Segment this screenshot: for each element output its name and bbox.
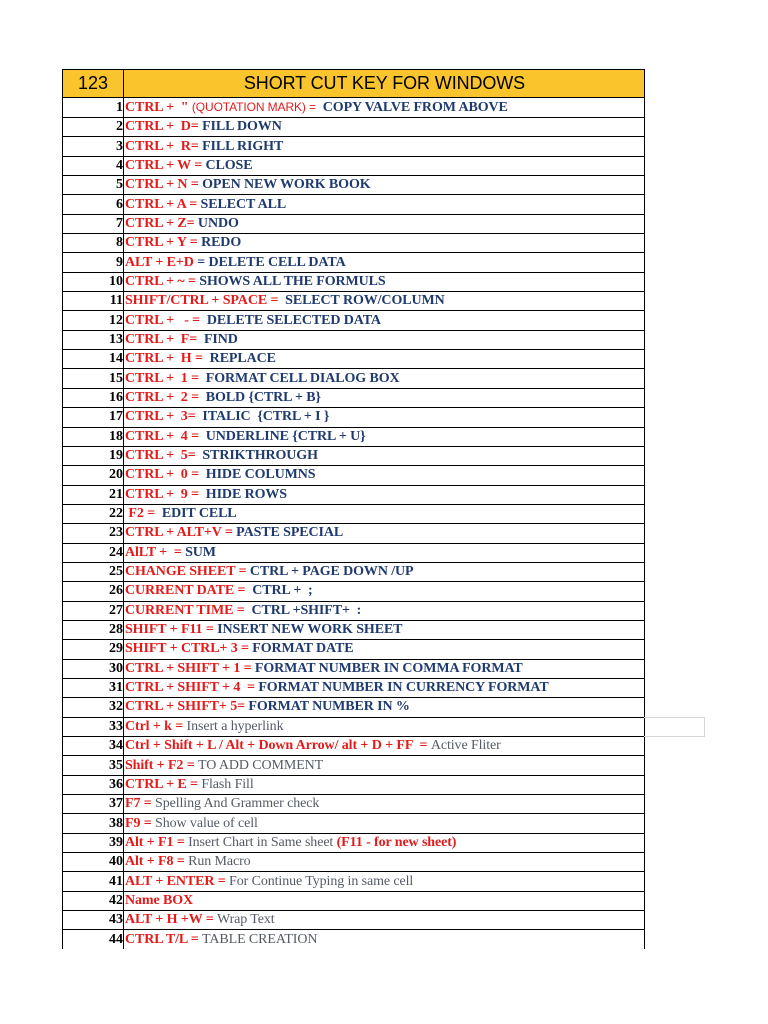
table-row (63, 176, 645, 195)
shortcut-cell[interactable] (124, 427, 645, 446)
shortcut-cell[interactable] (124, 853, 645, 872)
header-row (63, 70, 645, 98)
row-number-cell[interactable]: 26 (63, 582, 124, 601)
table-row (63, 311, 645, 330)
shortcut-keys: CTRL + W = (125, 157, 206, 173)
shortcut-cell[interactable] (124, 659, 645, 678)
shortcut-cell[interactable] (124, 891, 645, 910)
shortcut-cell[interactable] (124, 176, 645, 195)
shortcut-description: SHOWS ALL THE FORMULS (199, 273, 386, 289)
shortcut-keys: CTRL + 5= (125, 448, 196, 464)
shortcut-cell[interactable] (124, 543, 645, 562)
shortcut-keys: CTRL + F= (125, 331, 198, 347)
row-number-cell[interactable]: 6 (63, 195, 124, 214)
shortcut-description: EDIT CELL (158, 506, 237, 522)
shortcut-cell[interactable] (124, 466, 645, 485)
shortcut-keys: CTRL + - = (125, 312, 204, 328)
shortcut-cell[interactable] (124, 930, 645, 949)
shortcut-description: FORMAT NUMBER IN % (248, 699, 410, 715)
shortcut-keys: Alt + F1 = (125, 834, 189, 850)
shortcut-description: Spelling And Grammer check (155, 796, 320, 812)
table-row (63, 137, 645, 156)
shortcut-keys: CTRL T/L = (125, 931, 203, 947)
shortcut-keys: CTRL + Y = (125, 235, 202, 251)
table-row (63, 98, 645, 118)
shortcut-description: Insert a hyperlink (186, 718, 284, 734)
table-row (63, 756, 645, 775)
row-number-cell[interactable]: 41 (63, 872, 124, 891)
shortcut-cell[interactable] (124, 795, 645, 814)
table-row (63, 911, 645, 930)
header-number-cell[interactable]: 123 (63, 70, 124, 98)
shortcut-description: HIDE COLUMNS (202, 467, 316, 483)
table-row (63, 543, 645, 562)
shortcut-keys: CTRL + SHIFT + 1 = (125, 660, 255, 676)
shortcut-keys: CTRL + " (125, 100, 192, 115)
shortcut-cell[interactable] (124, 485, 645, 504)
shortcut-cell[interactable] (124, 311, 645, 330)
table-row (63, 292, 645, 311)
shortcut-keys: Ctrl + k = (125, 718, 187, 734)
shortcut-description: Insert Chart in Same sheet (188, 834, 337, 850)
shortcut-description: CTRL + ; (248, 583, 313, 599)
shortcut-description: = DELETE CELL DATA (193, 254, 346, 270)
shortcut-cell[interactable] (124, 98, 645, 118)
shortcut-keys: ALT + E+D (125, 254, 194, 270)
row-number-cell[interactable]: 15 (63, 369, 124, 388)
table-row (63, 466, 645, 485)
table-row (63, 504, 645, 523)
row-number-cell[interactable]: 4 (63, 156, 124, 175)
row-number-cell[interactable]: 40 (63, 853, 124, 872)
table-row (63, 930, 645, 949)
shortcut-cell[interactable] (124, 698, 645, 717)
shortcut-cell[interactable] (124, 388, 645, 407)
row-number-cell[interactable]: 13 (63, 330, 124, 349)
shortcut-cell[interactable] (124, 524, 645, 543)
shortcut-keys: CTRL + H = (125, 351, 207, 367)
table-row (63, 737, 645, 756)
row-number-cell[interactable]: 36 (63, 775, 124, 794)
table-row (63, 601, 645, 620)
shortcut-description: TABLE CREATION (202, 931, 318, 947)
table-row (63, 717, 645, 736)
table-row (63, 795, 645, 814)
table-row (63, 853, 645, 872)
row-number-cell[interactable]: 31 (63, 678, 124, 697)
shortcut-cell[interactable] (124, 350, 645, 369)
row-number-cell[interactable]: 16 (63, 388, 124, 407)
shortcut-description: FORMAT NUMBER IN COMMA FORMAT (254, 660, 523, 676)
row-number-cell[interactable]: 39 (63, 833, 124, 852)
shortcut-keys: CTRL + 0 = (125, 467, 203, 483)
shortcut-cell[interactable] (124, 833, 645, 852)
table-row (63, 814, 645, 833)
table-row (63, 891, 645, 910)
shortcut-description: ITALIC {CTRL + I } (195, 409, 330, 425)
row-number-cell[interactable]: 3 (63, 137, 124, 156)
row-number-cell[interactable]: 22 (63, 504, 124, 523)
shortcut-description: Active Fliter (430, 738, 501, 754)
shortcut-table (62, 69, 645, 949)
shortcut-cell[interactable] (124, 408, 645, 427)
shortcut-cell[interactable] (124, 562, 645, 581)
table-row (63, 234, 645, 253)
shortcut-keys: SHIFT/CTRL + SPACE = (125, 293, 282, 309)
shortcut-keys: CHANGE SHEET = (125, 564, 250, 580)
shortcut-description: CTRL + PAGE DOWN /UP (249, 564, 414, 580)
table-row (63, 582, 645, 601)
table-row (63, 214, 645, 233)
shortcut-keys: (F11 - for new sheet) (336, 834, 457, 850)
row-number-cell[interactable]: 24 (63, 543, 124, 562)
shortcut-keys: CTRL + ~ = (125, 273, 200, 289)
table-row (63, 427, 645, 446)
shortcut-keys: CURRENT TIME = (125, 602, 249, 618)
shortcut-description: REPLACE (206, 351, 276, 367)
shortcut-keys: CTRL + 1 = (125, 370, 203, 386)
row-number-cell[interactable]: 38 (63, 814, 124, 833)
row-number-cell[interactable]: 27 (63, 601, 124, 620)
row-number-cell[interactable]: 33 (63, 717, 124, 736)
row-number-cell[interactable]: 20 (63, 466, 124, 485)
shortcut-cell[interactable] (124, 137, 645, 156)
shortcut-cell[interactable] (124, 292, 645, 311)
shortcut-cell[interactable] (124, 118, 645, 137)
shortcut-keys: CTRL + R= (125, 138, 199, 154)
shortcut-keys: CTRL + Z= (125, 215, 195, 231)
shortcut-cell[interactable] (124, 369, 645, 388)
table-row (63, 388, 645, 407)
row-number-cell[interactable]: 7 (63, 214, 124, 233)
shortcut-keys: CTRL + N = (125, 177, 203, 193)
shortcut-description: REDO (201, 235, 242, 251)
table-row (63, 408, 645, 427)
shortcut-description: For Continue Typing in same cell (229, 873, 414, 889)
row-number-cell[interactable]: 5 (63, 176, 124, 195)
table-row (63, 872, 645, 891)
shortcut-keys: (QUOTATION MARK) = (191, 100, 316, 114)
shortcut-description: FILL DOWN (198, 119, 282, 135)
table-row (63, 330, 645, 349)
shortcut-description: DELETE SELECTED DATA (203, 312, 381, 328)
selected-cell-outline (644, 717, 705, 737)
shortcut-keys: CTRL + E = (125, 776, 202, 792)
shortcut-keys: AlLT + = (125, 544, 186, 560)
row-number-cell[interactable]: 44 (63, 930, 124, 949)
table-row (63, 446, 645, 465)
shortcut-cell[interactable] (124, 504, 645, 523)
shortcut-keys: CTRL + SHIFT + 4 = (125, 680, 259, 696)
shortcut-cell[interactable] (124, 234, 645, 253)
table-row (63, 775, 645, 794)
shortcut-cell[interactable] (124, 195, 645, 214)
table-row (63, 369, 645, 388)
shortcut-keys: CTRL + SHIFT+ 5= (125, 699, 249, 715)
shortcut-keys: CTRL + 3= (125, 409, 196, 425)
shortcut-cell[interactable] (124, 775, 645, 794)
table-row (63, 350, 645, 369)
table-row (63, 678, 645, 697)
shortcut-description: BOLD {CTRL + B} (202, 389, 321, 405)
row-number-cell[interactable]: 18 (63, 427, 124, 446)
shortcut-cell[interactable] (124, 253, 645, 272)
shortcut-description: SELECT ALL (200, 196, 287, 212)
shortcut-keys: CURRENT DATE = (125, 583, 249, 599)
shortcut-cell[interactable] (124, 678, 645, 697)
shortcut-description: STRIKTHROUGH (195, 448, 318, 464)
shortcut-cell[interactable] (124, 601, 645, 620)
table-row (63, 485, 645, 504)
row-number-cell[interactable]: 12 (63, 311, 124, 330)
shortcut-keys: Shift + F2 = (125, 757, 198, 773)
row-number-cell[interactable]: 1 (63, 98, 124, 118)
shortcut-keys: Alt + F8 = (125, 854, 189, 870)
header-title-cell[interactable]: SHORT CUT KEY FOR WINDOWS (124, 70, 645, 98)
shortcut-table-body (63, 70, 645, 949)
table-row (63, 562, 645, 581)
row-number-cell[interactable]: 34 (63, 737, 124, 756)
shortcut-keys: Ctrl + Shift + L / Alt + Down Arrow/ alt + D + FF = (125, 738, 431, 754)
row-number-cell[interactable]: 9 (63, 253, 124, 272)
shortcut-cell[interactable] (124, 620, 645, 639)
shortcut-cell[interactable] (124, 446, 645, 465)
table-row (63, 272, 645, 291)
shortcut-cell[interactable] (124, 756, 645, 775)
shortcut-description: Show value of cell (155, 815, 258, 831)
shortcut-keys: SHIFT + CTRL+ 3 = (125, 641, 253, 657)
row-number-cell[interactable]: 19 (63, 446, 124, 465)
shortcut-keys: F7 = (125, 796, 156, 812)
table-row (63, 524, 645, 543)
shortcut-cell[interactable] (124, 872, 645, 891)
shortcut-cell[interactable] (124, 640, 645, 659)
shortcut-description: FORMAT CELL DIALOG BOX (202, 370, 400, 386)
shortcut-description: CTRL +SHIFT+ : (248, 602, 362, 618)
table-row (63, 118, 645, 137)
table-row (63, 253, 645, 272)
row-number-cell[interactable]: 10 (63, 272, 124, 291)
row-number-cell[interactable]: 23 (63, 524, 124, 543)
shortcut-description: INSERT NEW WORK SHEET (217, 622, 403, 638)
shortcut-description: HIDE ROWS (202, 486, 287, 502)
shortcut-description: TO ADD COMMENT (198, 757, 324, 773)
row-number-cell[interactable]: 29 (63, 640, 124, 659)
shortcut-description: Flash Fill (201, 776, 254, 792)
shortcut-description: SUM (185, 544, 216, 560)
shortcut-cell[interactable] (124, 911, 645, 930)
shortcut-description: FILL RIGHT (198, 138, 284, 154)
shortcut-cell[interactable] (124, 156, 645, 175)
shortcut-keys: CTRL + ALT+V = (125, 525, 237, 541)
shortcut-keys: CTRL + D= (125, 119, 199, 135)
shortcut-description: OPEN NEW WORK BOOK (202, 177, 371, 193)
row-number-cell[interactable]: 25 (63, 562, 124, 581)
row-number-cell[interactable]: 21 (63, 485, 124, 504)
shortcut-keys: ALT + ENTER = (125, 873, 230, 889)
table-row (63, 659, 645, 678)
shortcut-cell[interactable] (124, 814, 645, 833)
row-number-cell[interactable]: 11 (63, 292, 124, 311)
shortcut-description: FORMAT DATE (252, 641, 354, 657)
shortcut-cell[interactable] (124, 214, 645, 233)
table-row (63, 640, 645, 659)
table-row (63, 620, 645, 639)
shortcut-description: SELECT ROW/COLUMN (281, 293, 445, 309)
shortcut-keys: SHIFT + F11 = (125, 622, 218, 638)
shortcut-keys: ALT + H +W = (125, 912, 218, 928)
shortcut-description: FORMAT NUMBER IN CURRENCY FORMAT (258, 680, 549, 696)
shortcut-cell[interactable] (124, 717, 645, 736)
shortcut-keys: CTRL + A = (125, 196, 201, 212)
row-number-cell[interactable]: 37 (63, 795, 124, 814)
shortcut-description: CLOSE (205, 157, 253, 173)
shortcut-keys: CTRL + 4 = (125, 428, 203, 444)
table-row (63, 195, 645, 214)
shortcut-cell[interactable] (124, 330, 645, 349)
shortcut-description: UNDO (194, 215, 239, 231)
row-number-cell[interactable]: 14 (63, 350, 124, 369)
shortcut-description: COPY VALVE FROM ABOVE (315, 100, 508, 115)
row-number-cell[interactable]: 8 (63, 234, 124, 253)
row-number-cell[interactable]: 42 (63, 891, 124, 910)
row-number-cell[interactable]: 17 (63, 408, 124, 427)
table-row (63, 698, 645, 717)
row-number-cell[interactable]: 32 (63, 698, 124, 717)
row-number-cell[interactable]: 35 (63, 756, 124, 775)
shortcut-description: Wrap Text (217, 912, 275, 928)
shortcut-keys: CTRL + 9 = (125, 486, 203, 502)
row-number-cell[interactable]: 28 (63, 620, 124, 639)
shortcut-keys: Name BOX (125, 892, 194, 908)
shortcut-description: PASTE SPECIAL (236, 525, 344, 541)
shortcut-description: Run Macro (188, 854, 251, 870)
shortcut-description: FIND (197, 331, 238, 347)
shortcut-keys: CTRL + 2 = (125, 389, 203, 405)
shortcut-cell[interactable] (124, 272, 645, 291)
row-number-cell[interactable]: 43 (63, 911, 124, 930)
shortcut-cell[interactable] (124, 582, 645, 601)
shortcut-keys: F2 = (125, 506, 159, 522)
table-row (63, 156, 645, 175)
shortcut-cell[interactable] (124, 737, 645, 756)
table-row (63, 833, 645, 852)
shortcut-description: UNDERLINE {CTRL + U} (202, 428, 366, 444)
row-number-cell[interactable]: 30 (63, 659, 124, 678)
row-number-cell[interactable]: 2 (63, 118, 124, 137)
shortcut-keys: F9 = (125, 815, 156, 831)
